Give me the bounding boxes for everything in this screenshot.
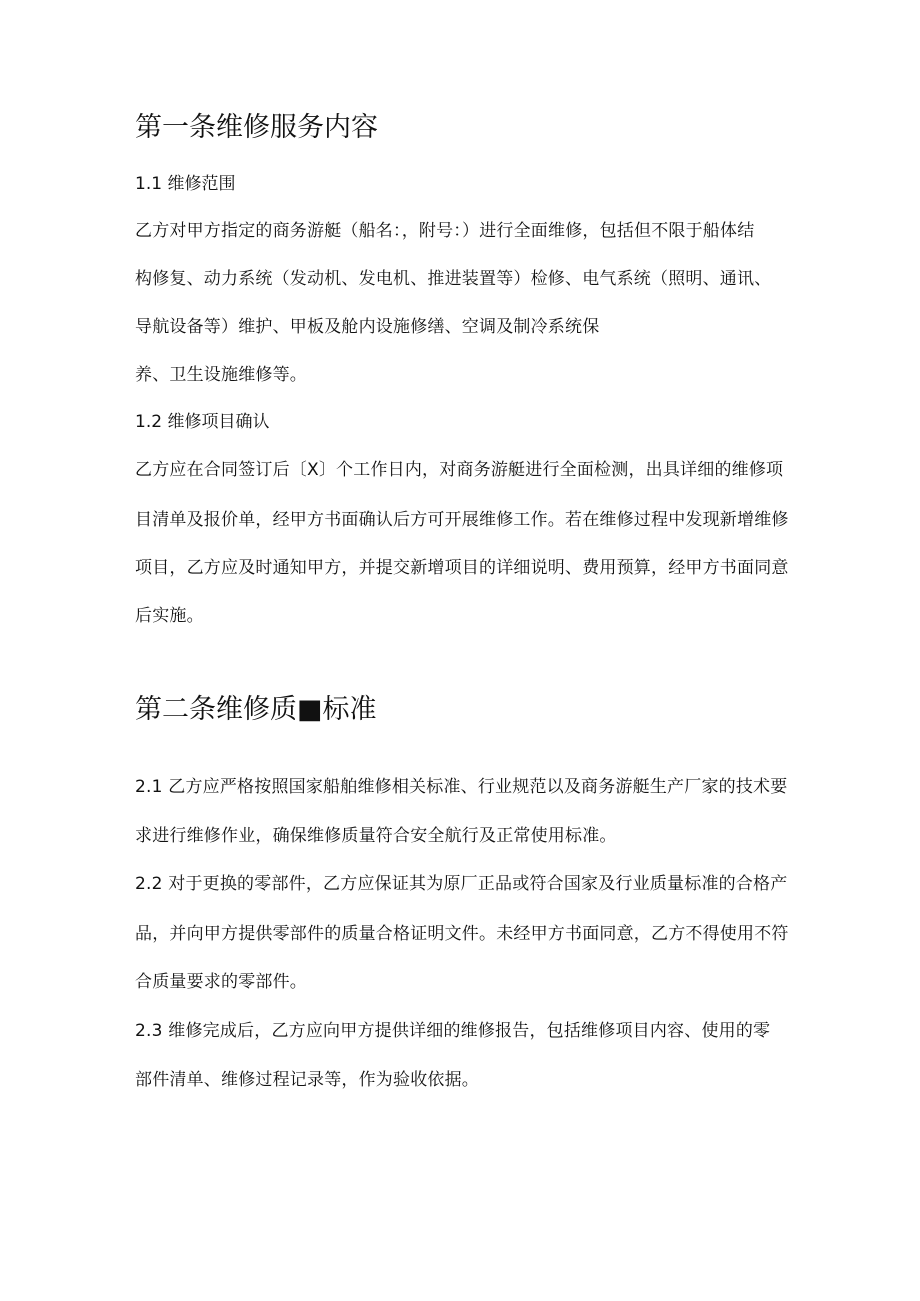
paragraph-line: 合质量要求的零部件。 [135, 972, 307, 992]
paragraph-line: 2.3 维修完成后，乙方应向甲方提供详细的维修报告，包括维修项目内容、使用的零 [135, 1021, 771, 1041]
paragraph-line: 品，并向甲方提供零部件的质量合格证明文件。未经甲方书面同意，乙方不得使用不符 [135, 924, 789, 944]
paragraph-line: 求进行维修作业，确保维修质量符合安全航行及正常使用标准。 [135, 826, 617, 846]
paragraph-line: 乙方对甲方指定的商务游艇（船名：，附号：）进行全面维修，包括但不限于船体结 [135, 221, 755, 241]
section-1-heading: 第一条维修服务内容 [135, 112, 378, 143]
subsection-1-2-title: 1.2 维修项目确认 [135, 412, 270, 432]
paragraph-line: 2.1 乙方应严格按照国家船舶维修相关标准、行业规范以及商务游艇生产厂家的技术要 [135, 777, 788, 797]
subsection-1-1-title: 1.1 维修范围 [135, 174, 236, 194]
paragraph-line: 养、卫生设施维修等。 [135, 365, 307, 385]
paragraph-line: 2.2 对于更换的零部件，乙方应保证其为原厂正品或符合国家及行业质量标准的合格产 [135, 874, 788, 894]
paragraph-line: 后实施。 [135, 606, 204, 626]
paragraph-line: 目清单及报价单，经甲方书面确认后方可开展维修工作。若在维修过程中发现新增维修 [135, 510, 789, 530]
paragraph-line: 部件清单、维修过程记录等，作为验收依据。 [135, 1070, 479, 1090]
paragraph-line: 乙方应在合同签订后〔X〕个工作日内，对商务游艇进行全面检测，出具详细的维修项 [135, 460, 784, 480]
paragraph-line: 项目，乙方应及时通知甲方，并提交新增项目的详细说明、费用预算，经甲方书面同意 [135, 558, 789, 578]
paragraph-line: 构修复、动力系统（发动机、发电机、推进装置等）检修、电气系统（照明、通讯、 [135, 269, 772, 289]
section-2-heading: 第二条维修质■标准 [135, 694, 377, 725]
paragraph-line: 导航设备等）维护、甲板及舱内设施修缮、空调及制冷系统保 [135, 317, 600, 337]
